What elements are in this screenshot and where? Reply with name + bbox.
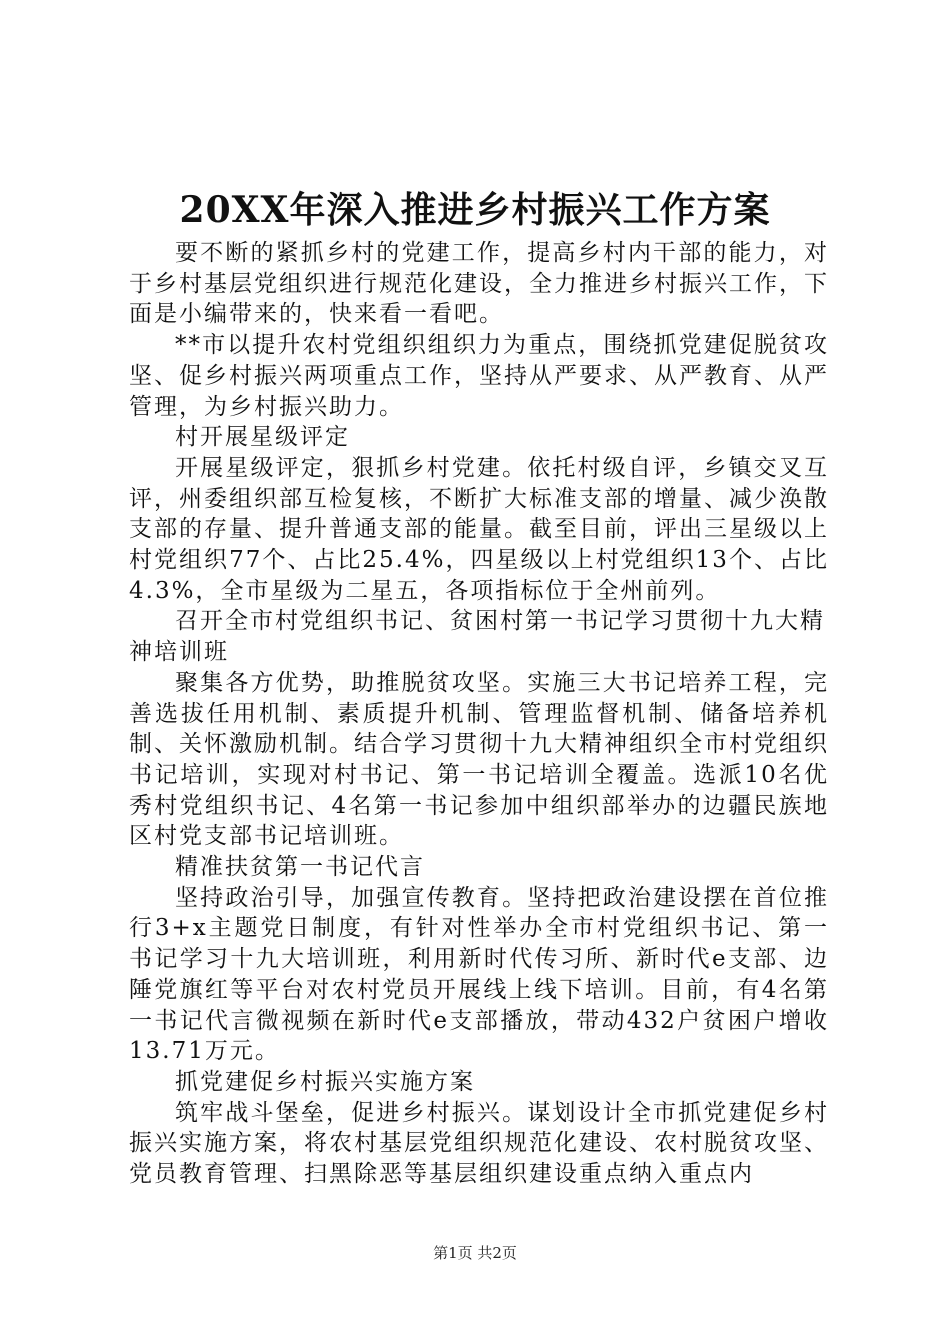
paragraph-star-rating: 开展星级评定，狠抓乡村党建。依托村级自评，乡镇交叉互评，州委组织部互检复核，不断扩大标准支部的增量、减少涣散支部的存量、提升普通支部的能量。截至目前，评出三星级以上村党组织77个、占比25.4%，四星级以上村党组织13个、占比4.3%，全市星级为二星五，各项指标位于全州前列。	[129, 454, 829, 604]
section-heading-training: 召开全市村党组织书记、贫困村第一书记学习贯彻十九大精神培训班	[129, 608, 825, 666]
paragraph-overview: **市以提升农村党组织组织力为重点，围绕抓党建促脱贫攻坚、促乡村振兴两项重点工作，坚持从严要求、从严教育、从严管理，为乡村振兴助力。	[129, 332, 829, 420]
document-body	[129, 238, 829, 1190]
paragraph-intro: 要不断的紧抓乡村的党建工作，提高乡村内干部的能力，对于乡村基层党组织进行规范化建设，全力推进乡村振兴工作，下面是小编带来的，快来看一看吧。	[129, 240, 829, 328]
section-heading-star-rating: 村开展星级评定	[175, 424, 350, 451]
paragraph-endorsement: 坚持政治引导，加强宣传教育。坚持把政治建设摆在首位推行3+x主题党日制度，有针对性举办全市村党组织书记、第一书记学习十九大培训班，利用新时代传习所、新时代e支部、边陲党旗红等平台对农村党员开展线上线下培训。目前，有4名第一书记代言微视频在新时代e支部播放，带动432户贫困户增收13.71万元。	[129, 884, 829, 1065]
document-title: 20XX年深入推进乡村振兴工作方案	[179, 189, 771, 231]
paragraph-training: 聚集各方优势，助推脱贫攻坚。实施三大书记培养工程，完善选拔任用机制、素质提升机制、管理监督机制、储备培养机制、关怀激励机制。结合学习贯彻十九大精神组织全市村党组织书记培训，实现对村书记、第一书记培训全覆盖。选派10名优秀村党组织书记、4名第一书记参加中组织部举办的边疆民族地区村党支部书记培训班。	[129, 669, 829, 850]
page-number-footer: 第1页 共2页	[433, 1244, 517, 1262]
paragraph-implementation-plan: 筑牢战斗堡垒，促进乡村振兴。谋划设计全市抓党建促乡村振兴实施方案，将农村基层党组织规范化建设、农村脱贫攻坚、党员教育管理、扫黑除恶等基层组织建设重点纳入重点内	[129, 1099, 829, 1188]
section-heading-implementation-plan: 抓党建促乡村振兴实施方案	[175, 1068, 475, 1095]
section-heading-endorsement: 精准扶贫第一书记代言	[175, 854, 425, 881]
